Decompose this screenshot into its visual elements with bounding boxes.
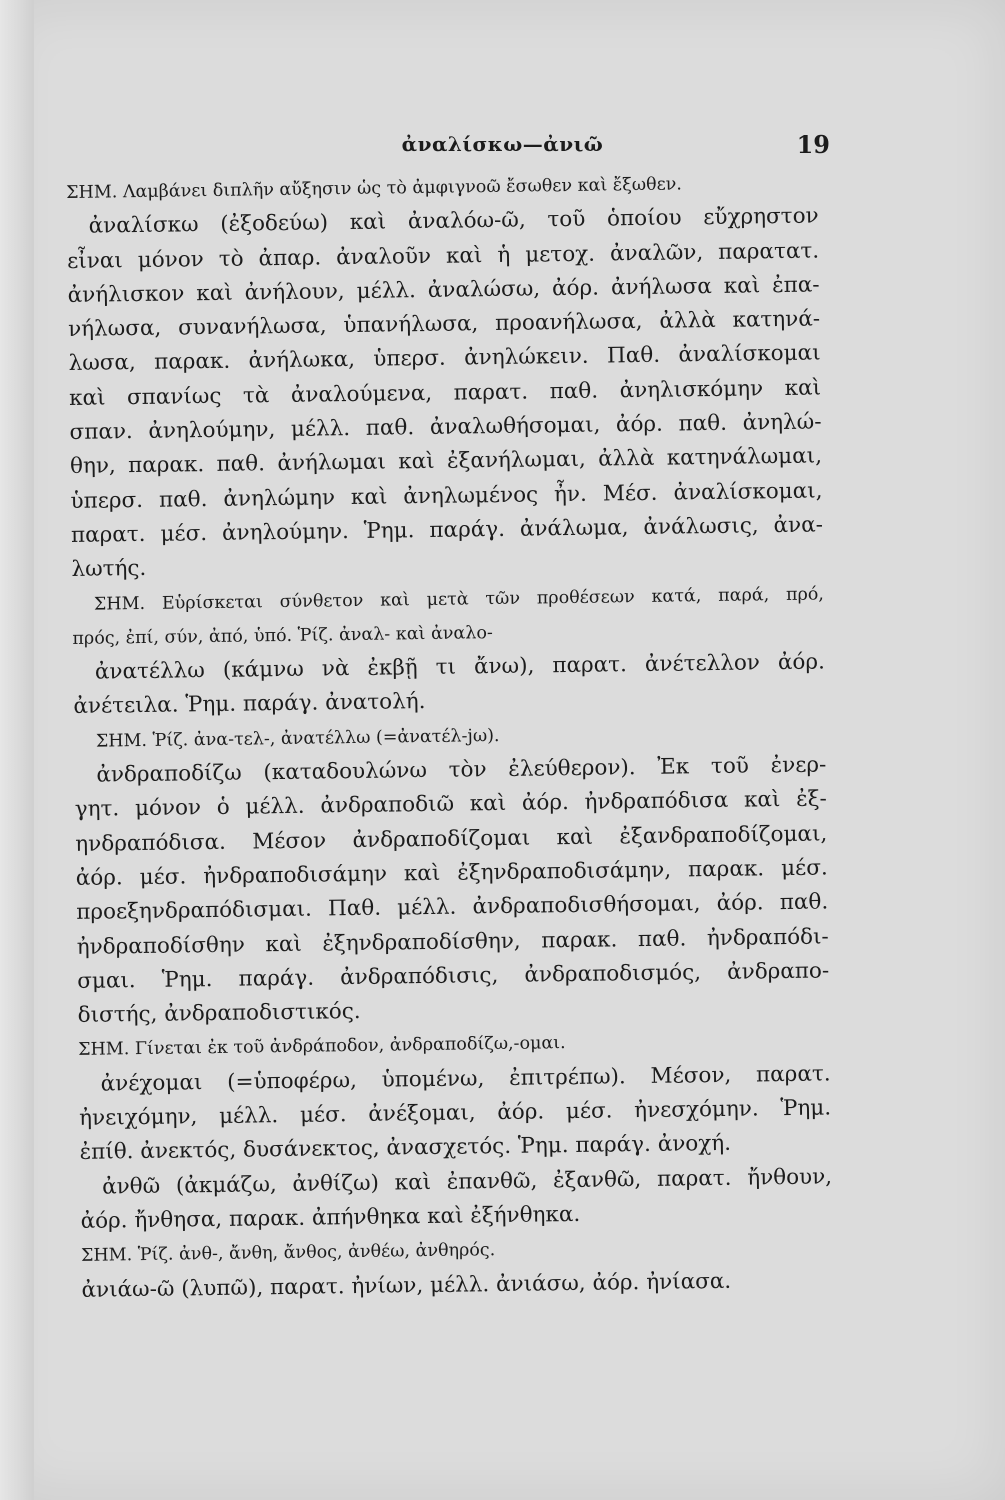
entry-anechomai-line: ἐπίθ. ἀνεκτός, δυσάνεκτος, ἀνασχετός. Ῥημ. παράγ. ἀνοχή. — [79, 1131, 732, 1166]
entry-andrapodizo-line: γητ. μόνον ὁ μέλλ. ἀνδραποδιῶ καὶ ἀόρ. ἠνδραπόδισα καὶ ἐξ- — [74, 786, 827, 823]
note-line: ΣΗΜ. Ῥίζ. ἀνα-τελ-, ἀνατέλλω (=ἀνατέλ-jω). — [95, 725, 500, 752]
note-line: ΣΗΜ. Ῥίζ. ἀνθ-, ἄνθη, ἄνθος, ἀνθέω, ἀνθηρός. — [80, 1240, 496, 1267]
entry-analisko-line: θην, παρακ. παθ. ἀνήλωμαι καὶ ἐξανήλωμαι, ἀλλὰ κατηνάλωμαι, — [69, 443, 823, 480]
entry-andrapodizo-line: ἀνδραποδίζω (καταδουλώνω τὸν ἐλεύθερον). Ἐκ τοῦ ἐνερ- — [96, 752, 827, 788]
entry-analisko-line: καὶ σπανίως τὰ ἀναλούμενα, παρατ. παθ. ἀνηλισκόμην καὶ — [68, 375, 822, 411]
entry-andrapodizo-line: προεξηνδραπόδισμαι. Παθ. μέλλ. ἀνδραποδισθήσομαι, ἀόρ. παθ. — [76, 889, 829, 926]
entry-antho-line: ἀόρ. ἤνθησα, παρακ. ἀπήνθηκα καὶ ἐξήνθηκα. — [80, 1201, 581, 1234]
page-header — [0, 132, 1005, 162]
entry-andrapodizo-line: διστής, ἀνδραποδιστικός. — [77, 999, 361, 1029]
note-line: ΣΗΜ. Λαμβάνει διπλῆν αὔξησιν ὡς τὸ ἀμφιγνοῶ ἔσωθεν καὶ ἔξωθεν. — [66, 174, 683, 203]
note-line: ΣΗΜ. Εὑρίσκεται σύνθετον καὶ μετὰ τῶν προθέσεων κατά, παρά, πρό, — [93, 584, 825, 615]
entry-analisko-line: σπαν. ἀνηλούμην, μέλλ. παθ. ἀναλωθήσομαι, ἀόρ. παθ. ἀνηλώ- — [69, 409, 822, 446]
entry-analisko-line: ἀνήλισκον καὶ ἀνήλουν, μέλλ. ἀναλώσω, ἀόρ. ἀνήλωσα καὶ ἐπα- — [67, 272, 820, 308]
entry-andrapodizo-line: ἠνδραποδίσθην καὶ ἐξηνδραποδίσθην, παρακ. παθ. ἠνδραπόδι- — [76, 923, 829, 960]
entry-anio-line: ἀνιάω-ῶ (λυπῶ), παρατ. ἠνίων, μέλλ. ἀνιάσω, ἀόρ. ἠνίασα. — [81, 1268, 732, 1303]
dictionary-text — [66, 166, 834, 1308]
entry-andrapodizo-line: σμαι. Ῥημ. παράγ. ἀνδραπόδισις, ἀνδραποδισμός, ἀνδραπο- — [77, 958, 830, 994]
page-spine-shadow — [0, 0, 34, 1500]
entry-analisko-line: νήλωσα, συνανήλωσα, ὑπανήλωσα, προανήλωσα, ἀλλὰ κατηνά- — [67, 306, 821, 343]
entry-andrapodizo-line: ηνδραπόδισα. Μέσον ἀνδραποδίζομαι καὶ ἐξανδραποδίζομαι, — [75, 821, 828, 857]
entry-anatello-line: ἀνατέλλω (κάμνω νὰ ἐκβῇ τι ἄνω), παρατ. ἀνέτελλον ἀόρ. — [94, 649, 826, 685]
entry-anechomai-line: ἀνέχομαι (=ὑποφέρω, ὑπομένω, ἐπιτρέπω). Μέσον, παρατ. — [100, 1061, 831, 1097]
running-head: ἀναλίσκω—ἀνιῶ — [401, 132, 604, 156]
entry-analisko-line: ἀναλίσκω (ἐξοδεύω) καὶ ἀναλόω-ῶ, τοῦ ὁποίου εὔχρηστον — [88, 203, 819, 239]
entry-anechomai-line: ἠνειχόμην, μέλλ. μέσ. ἀνέξομαι, ἀόρ. μέσ. ἠνεσχόμην. Ῥημ. — [78, 1095, 832, 1131]
page-number: 19 — [796, 130, 830, 159]
entry-antho-line: ἀνθῶ (ἀκμάζω, ἀνθίζω) καὶ ἐπανθῶ, ἐξανθῶ, παρατ. ἤνθουν, — [101, 1164, 833, 1200]
note-line: ΣΗΜ. Γίνεται ἐκ τοῦ ἀνδράποδον, ἀνδραποδίζω,-ομαι. — [78, 1033, 566, 1061]
entry-analisko-line: λωτής. — [71, 556, 147, 583]
note-line: πρός, ἐπί, σύν, ἀπό, ὑπό. Ῥίζ. ἀναλ- καὶ ἀναλο- — [72, 622, 493, 649]
entry-analisko-line: εἶναι μόνον τὸ ἀπαρ. ἀναλοῦν καὶ ἡ μετοχ. ἀναλῶν, παρατατ. — [67, 238, 820, 274]
entry-andrapodizo-line: ἀόρ. μέσ. ἠνδραποδισάμην καὶ ἐξηνδραποδισάμην, παρακ. μέσ. — [75, 855, 828, 891]
entry-analisko-line: ὑπερσ. παθ. ἀνηλώμην καὶ ἀνηλωμένος ἦν. Μέσ. ἀναλίσκομαι, — [70, 478, 823, 514]
entry-analisko-line: λωσα, παρακ. ἀνήλωκα, ὑπερσ. ἀνηλώκειν. Παθ. ἀναλίσκομαι — [68, 340, 821, 377]
entry-analisko-line: παρατ. μέσ. ἀνηλούμην. Ῥημ. παράγ. ἀνάλωμα, ἀνάλωσις, ἀνα- — [70, 512, 824, 548]
entry-anatello-line: ἀνέτειλα. Ῥημ. παράγ. ἀνατολή. — [73, 689, 426, 720]
